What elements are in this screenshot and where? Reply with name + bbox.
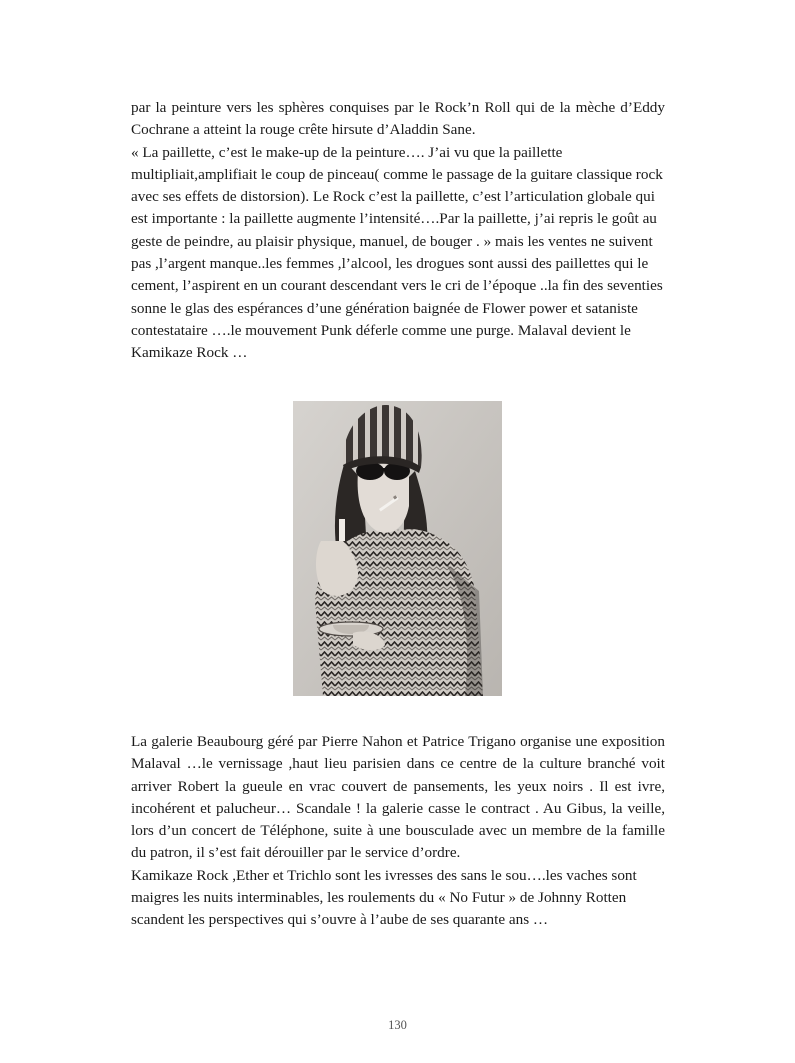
paragraph-quote: « La paillette, c’est le make-up de la peinture…. J’ai vu que la paillette multipliait,amplifiait le coup de pinceau( comme le passage de la guitare classique rock avec ses effets de distorsion). Le Rock c’est la paillette, c’est l’articulation globale qui est importante : la paillette augmente l’intensité….Par la paillette, j’ai repris le goût au geste de peindre, au plaisir physique, manuel, de bouger . » mais les ventes ne suivent pas ,l’argent manque..les femmes ,l’alcool, les drogues sont aussi des paillettes qui le cement, l’aspirent en un courant descendant vers le cri de l’époque ..la fin des seventies sonne le glas des espérances d’une génération baignée de Flower power et sataniste contestataire ….le mouvement Punk déferle comme une purge. Malaval devient le Kamikaze Rock … xyxy=(131,143,663,362)
paragraph-kamikaze: Kamikaze Rock ,Ether et Trichlo sont les ivresses des sans le sou….les vaches sont maigres les nuits interminables, les roulements du « No Futur » de Johnny Rotten scandent les perspectives qui s’ouvre à l’aube de ses quarante ans … xyxy=(131,866,637,929)
paragraph-galerie: La galerie Beaubourg géré par Pierre Nahon et Patrice Trigano organise une exposition Malaval …le vernissage ,haut lieu parisien dans ce centre de la culture branché voit arriver Robert la gueule en vrac couvert de pansements, les yeux noirs . Il est ivre, incohérent et palucheur… Scandale ! la galerie casse le contract . Au Gibus, la veille, lors d’un concert de Téléphone, suite à une bousculade avec un membre de la famille du patron, il s’est fait dérouiller par le service d’ordre. xyxy=(131,733,665,862)
paragraph-intro: par la peinture vers les sphères conquises par le Rock’n Roll qui de la mèche d’Eddy Cochrane a atteint la rouge crête hirsute d’Aladdin Sane. xyxy=(131,99,665,139)
portrait-photo xyxy=(293,401,502,696)
top-text-block xyxy=(131,97,665,365)
page-number: 130 xyxy=(388,1018,407,1032)
bottom-text-block xyxy=(131,731,665,932)
